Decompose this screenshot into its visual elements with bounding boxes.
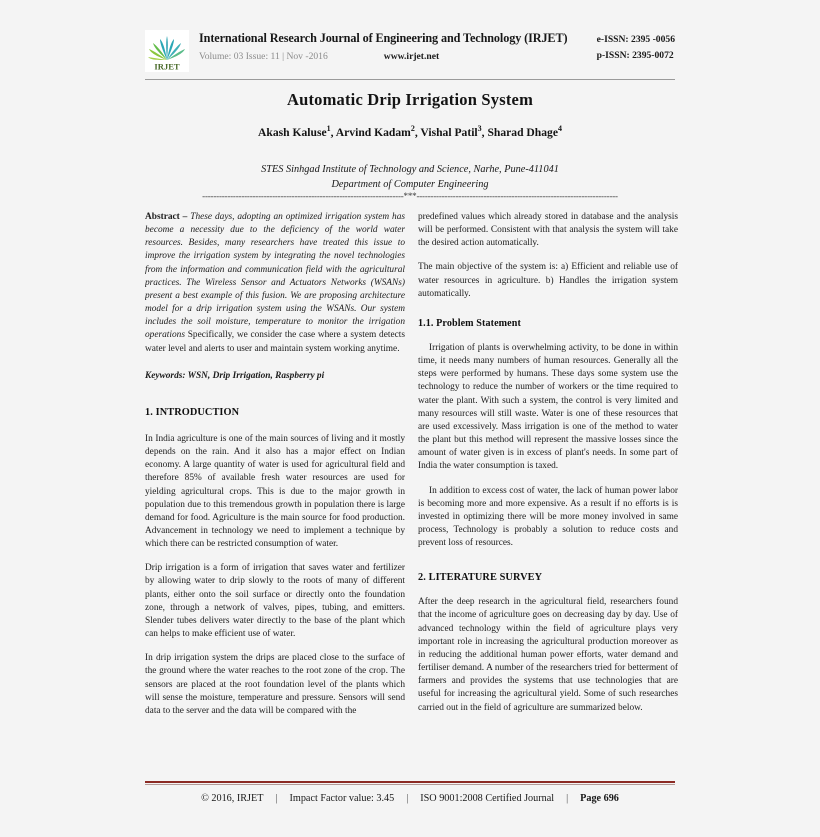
title-block [145, 90, 675, 192]
e-issn: e-ISSN: 2395 -0056 [596, 34, 675, 45]
heading-literature-survey: 2. LITERATURE SURVEY [418, 572, 543, 584]
footer-copyright: © 2016, IRJET [201, 792, 264, 804]
volume-issue-info: Volume: 03 Issue: 11 | Nov -2016 [199, 51, 328, 62]
header-divider [145, 79, 675, 80]
journal-website[interactable]: www.irjet.net [383, 51, 440, 62]
intro-paragraph-1: In India agriculture is one of the main sources of living and it mostly depends on the rain. And it also has a major effect on Indian economy. A large quantity of water is used for agricultural field and therefore 85% of available fresh water resources are used for yielding agricultural crops. This is due to the major growth in population due to this tremendous growth in population there is large demand for food. Agriculture is the main source for food production. Advancement in technology we need to implement a technique by which there can be restricted consumption of water. [145, 433, 405, 550]
continuation-paragraph-1: predefined values which already stored in database and the analysis will be performed. Consistent with that analysis the system will take the desired action automatically. [418, 212, 678, 249]
footer-divider-1: | [275, 792, 278, 804]
footer-certification: ISO 9001:2008 Certified Journal [420, 792, 555, 804]
irjet-logo [145, 30, 189, 72]
journal-header [145, 30, 675, 78]
literature-paragraph-1: After the deep research in the agricultural field, researchers found that the income of agriculture goes on decreasing day by day. Use of advanced technology within the field of agriculture plays very important role in increasing the agricultural production moreover as in reducing the additional human power efforts, water demand and fertiliser demand. A number of the researchers tried for betterment of farmers and provides the systems that use technologies that are useful for increasing the agricultural yield. Some of such researches carried out in the field of agriculture are summarized below. [418, 597, 678, 713]
irjet-logo-graphic [145, 30, 189, 72]
left-column [145, 211, 405, 776]
problem-paragraph-1: Irrigation of plants is overwhelming activity, to be done in within time, it needs many numbers of human resources. Generally all the steps were performed by humans. These days some system use the technology to reduce the number of workers or the time required to water the plant. With such a system, the control is very limited and many resources will still waste. Water is one of these resources that are used excessively. Mass irrigation is one of the method to water the plant but this method will represent the massive losses since the amount of water given is in excess of plant's needs. In some part of India the water consumption is taxed. [418, 342, 678, 472]
footer-page-number: Page 696 [580, 792, 619, 804]
two-column-body [145, 211, 678, 776]
problem-paragraph-2: In addition to excess cost of water, the lack of human power labor is becoming more and more expensive. As a result if no efforts is is invested in optimizing there will be more money involved in same process, Technology is probably a solution to reduce costs and prevent loss of resources. [418, 485, 678, 549]
page-footer [145, 787, 675, 809]
keywords-line: Keywords: WSN, Drip Irrigation, Raspberry pi [145, 370, 325, 381]
logo-wordmark: IRJET [154, 61, 180, 72]
intro-paragraph-3: In drip irrigation system the drips are placed close to the surface of the ground where the water reaches to the root zone of the crop. The sensors are placed at the root foundation level of the plants which will sense the moisture, temperature and pressure. Sensors will send data to the server and the data will be compared with the [145, 653, 405, 716]
heading-problem-statement: 1.1. Problem Statement [418, 317, 521, 329]
objective-paragraph: The main objective of the system is: a) Efficient and reliable use of water resources in agriculture. b) Handles the irrigation system automatically. [418, 262, 678, 299]
affiliation [145, 162, 675, 192]
abstract-body-roman: Specifically, we consider the case where a system detects water level and alerts to user and maintain system working anytime. [145, 330, 405, 354]
affiliation-line-1: STES Sinhgad Institute of Technology and Science, Narhe, Pune-411041 [261, 163, 559, 175]
footer-divider-thin [145, 784, 675, 785]
heading-introduction: 1. INTRODUCTION [145, 406, 240, 418]
author-list: Akash Kaluse$^1$, Arvind Kadam$^2$, Vishal Patil$^3$, Sharad Dhage$^4$ [258, 124, 562, 139]
paper-title: Automatic Drip Irrigation System [286, 90, 534, 109]
intro-paragraph-2: Drip irrigation is a form of irrigation that saves water and fertilizer by allowing water to drip slowly to the roots of many of different plants, either onto the soil surface or directly onto the foundation zone, through a network of valves, pipes, tubing, and emitters. Slender tubes delivers water directly to the base of the plant which can helps to make efficient use of water. [145, 563, 405, 640]
footer-divider-2: | [406, 792, 409, 804]
footer-divider-3: | [566, 792, 569, 804]
abstract-body-italic: These days, adopting an optimized irrigation system has become a necessity due to the deficiency of the world water resources. Besides, many researchers have treated this issue to improve the irrigation system by integrating the novel technologies from the information and communication field with the agricultural practices. The Wireless Sensor and Actuators Networks (WSANs) present a best example of this fusion. We are proposing architecture model for a drip irrigation system using the WSANs. Our system includes the soil moisture, temperature to monitor the irrigation operations [145, 212, 405, 341]
footer-impact-factor: Impact Factor value: 3.45 [289, 792, 395, 804]
affiliation-line-2: Department of Computer Engineering [331, 178, 489, 190]
footer-divider-thick [145, 781, 675, 783]
section-separator: ------------------------------------------------------------------------***------------------------------------------------------------------------ [202, 191, 618, 201]
right-column [418, 211, 678, 776]
abstract-paragraph [145, 211, 405, 356]
abstract-label: Abstract – [145, 212, 191, 222]
journal-title: International Research Journal of Engineering and Technology (IRJET) [199, 31, 568, 45]
p-issn: p-ISSN: 2395-0072 [596, 50, 674, 61]
